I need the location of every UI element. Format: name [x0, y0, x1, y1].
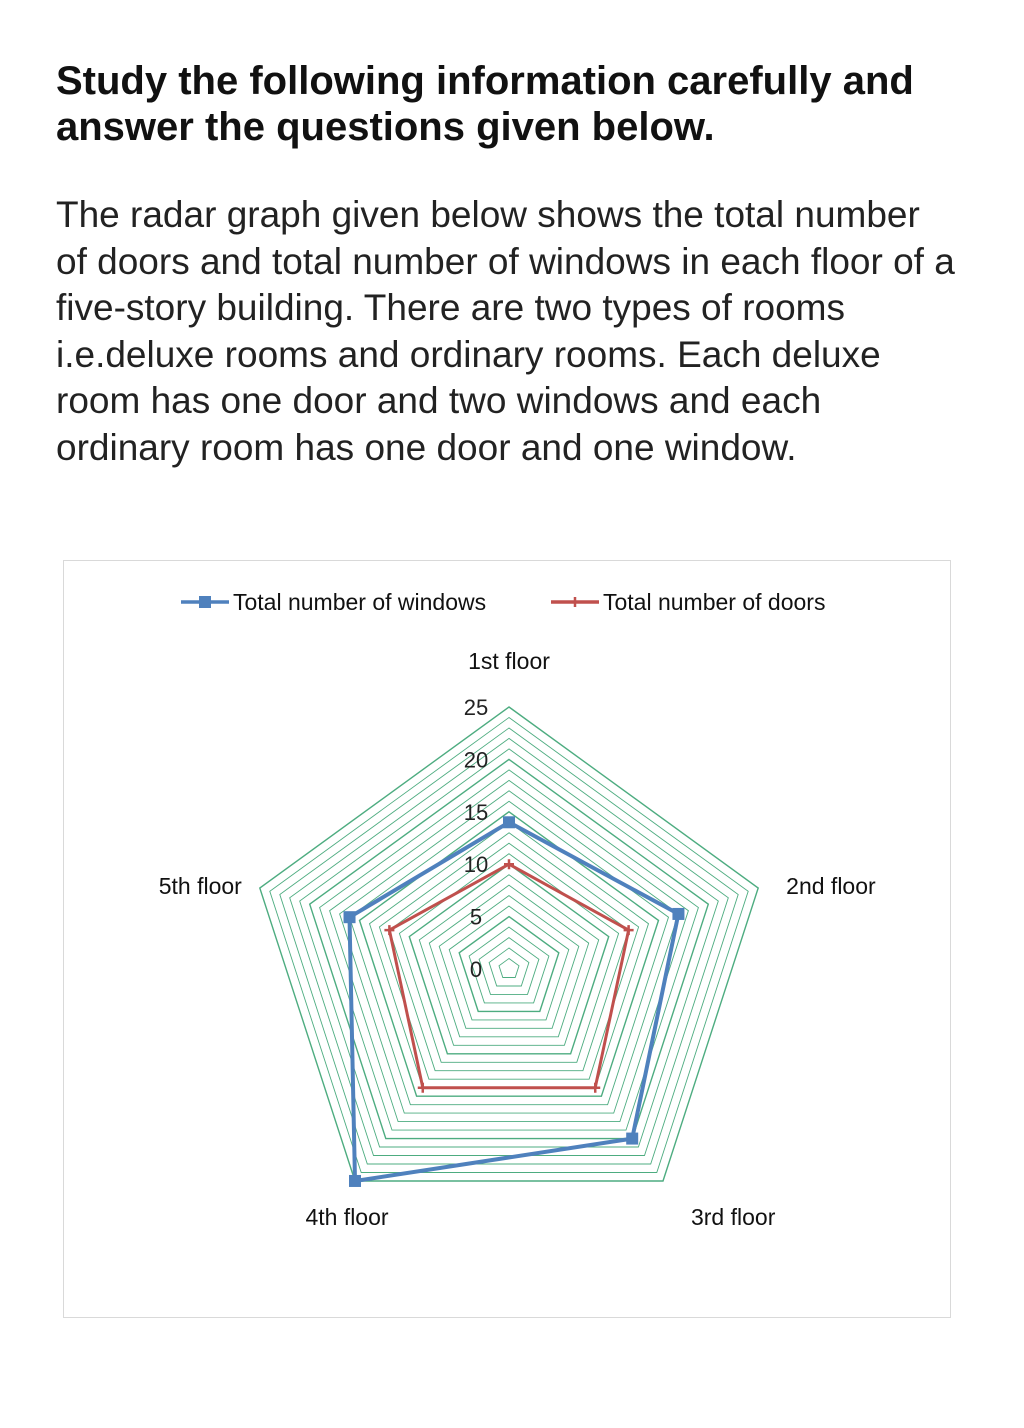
radar-chart-panel [63, 560, 951, 1318]
marker-total-number-of-windows-5th-floor [344, 911, 356, 923]
legend-marker-total-number-of-doors [570, 597, 580, 607]
category-label-5th-floor: 5th floor [158, 873, 242, 900]
grid-ring-2 [489, 948, 529, 986]
category-label-4th-floor: 4th floor [305, 1203, 389, 1230]
tick-label-25: 25 [463, 695, 489, 720]
tick-label-0: 0 [469, 957, 483, 982]
tick-label-20: 20 [463, 747, 489, 773]
legend-label-total-number-of-doors: Total number of doors [603, 589, 826, 615]
legend-label-total-number-of-windows: Total number of windows [233, 589, 487, 615]
marker-total-number-of-windows-1st-floor [503, 816, 515, 828]
marker-total-number-of-windows-2nd-floor [672, 908, 684, 920]
grid-ring-25 [260, 707, 758, 1181]
marker-total-number-of-doors-3rd-floor [590, 1083, 600, 1093]
tick-label-5: 5 [469, 904, 483, 930]
question-heading: Study the following information carefully and answer the questions given below. [56, 59, 914, 149]
grid-ring-17 [340, 791, 679, 1113]
grid-ring-1 [499, 959, 519, 978]
question-paragraph: The radar graph given below shows the total number of doors and total number of windows in each floor of a five-story building. There are two types of rooms i.e.deluxe rooms and ordinary rooms. Each deluxe room has one door and two windows and each ordinary room has one door and one window. [56, 194, 955, 468]
marker-total-number-of-windows-3rd-floor [626, 1133, 638, 1145]
series-line-total-number-of-windows [350, 822, 679, 1181]
category-label-3rd-floor: 3rd floor [690, 1203, 776, 1230]
grid-ring-7 [439, 896, 579, 1029]
tick-label-15: 15 [463, 799, 489, 825]
category-label-1st-floor: 1st floor [468, 648, 550, 674]
radar-chart [64, 561, 952, 1319]
marker-total-number-of-windows-4th-floor [349, 1175, 361, 1187]
legend-marker-total-number-of-windows [199, 596, 211, 608]
tick-label-10: 10 [463, 852, 489, 878]
category-label-2nd-floor: 2nd floor [786, 873, 876, 900]
marker-total-number-of-doors-4th-floor [418, 1083, 428, 1093]
grid-ring-16 [350, 801, 669, 1104]
